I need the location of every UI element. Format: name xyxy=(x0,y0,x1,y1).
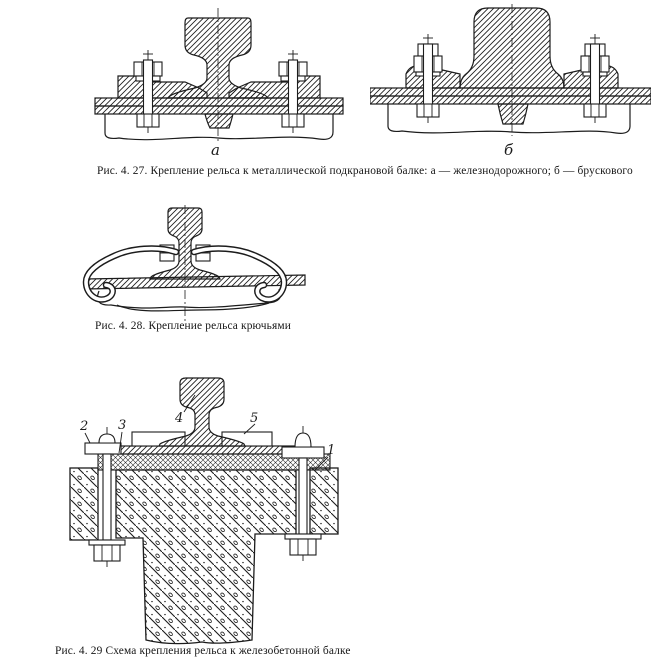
concrete-block-left xyxy=(70,468,98,540)
part-label-1: 1 xyxy=(327,443,336,458)
bar-rail-section xyxy=(460,8,564,88)
part-label-4: 4 xyxy=(175,411,184,426)
concrete-girder-body xyxy=(116,470,296,644)
fig-4-27a-sublabel: а xyxy=(211,141,220,159)
top-plate xyxy=(95,98,343,114)
part-label-2: 2 xyxy=(80,419,89,434)
top-plate xyxy=(370,88,651,104)
fig-4-28-caption: Рис. 4. 28. Крепление рельса крючьями xyxy=(95,320,291,332)
fig-4-29-drawing xyxy=(58,370,353,647)
fig-4-27b-drawing xyxy=(370,0,651,152)
base-plate xyxy=(120,446,295,454)
part-label-5: 5 xyxy=(250,411,259,426)
fig-4-27b-sublabel: б xyxy=(504,141,514,159)
girder-web-stub xyxy=(498,104,528,124)
fig-4-29-caption: Рис. 4. 29 Схема крепления рельса к железобетонной балке xyxy=(55,645,351,657)
fig-4-27a-drawing xyxy=(93,2,345,162)
fig-4-28-drawing xyxy=(73,203,318,325)
girder-flange-outline xyxy=(98,289,281,311)
concrete-block-right xyxy=(310,468,338,534)
girder-web-stub xyxy=(205,114,233,128)
part-label-3: 3 xyxy=(118,418,127,433)
fig-4-27-caption: Рис. 4. 27. Крепление рельса к металлической подкрановой балке: а — железнодорожного; б — брускового xyxy=(97,165,633,177)
rail-section xyxy=(150,208,220,279)
